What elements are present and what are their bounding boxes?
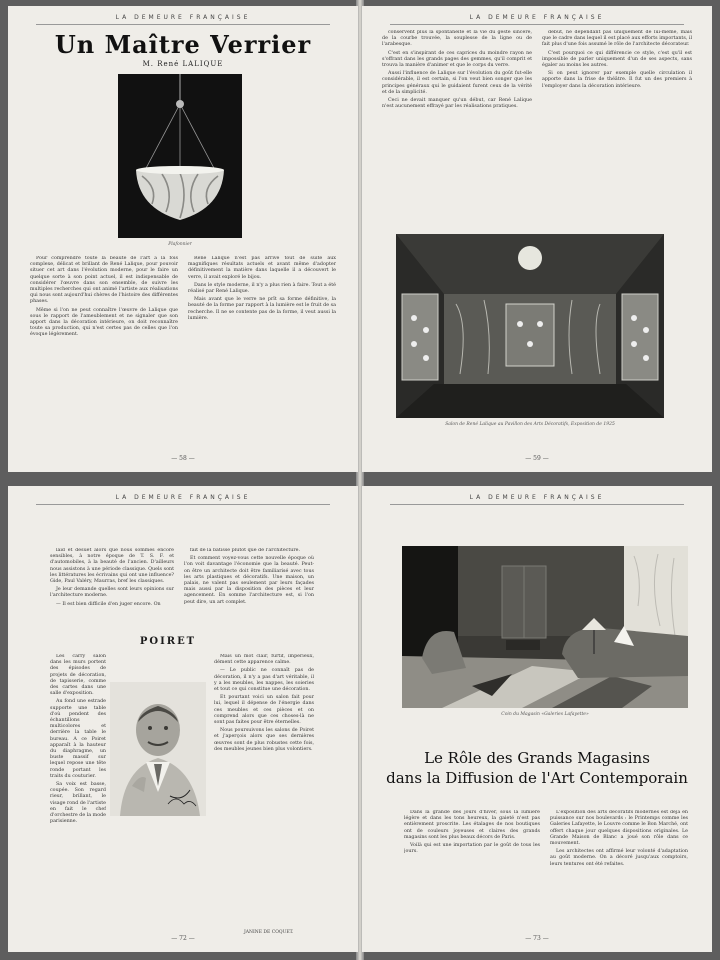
photo-caption: Salon de René Lalique au Pavillon des Arts Décoratifs, Exposition de 1925 [445,422,615,427]
text-column-3 [50,654,106,926]
paragraph: conservent plus la spontanéité et la vie du gesté sincère, de la courbe trouvée, la souplesse de la ligne ou de l'arabesque. [382,30,532,48]
paragraph: Même si l'on ne peut connaître l'œuvre de Lalique que sous le rapport de l'ameublement et ne signaler que son apport dans la décoration intérieure, on doit reconnaître toute sa production, qui n'est certes pas de celles que l'on évoque légèrement. [30,307,178,338]
page-73 [362,486,712,952]
paragraph: Les carry salon dans les murs portent des épisodes de projets de décoration, de tapisserie, comme des cartes dans une salle d'exposition. [50,654,106,697]
paragraph: laid et désuet alors que nous sommes encore sensibles, à notre époque de T. S. F. et d'automobiles, à la beauté de l'ancien. D'ailleurs nous assistons à une période classique. Quels sont les littératures les écrivains qui ont une influence? Gide, Paul Valéry, Maurras, bref les classiques. [50,548,174,585]
paragraph: Et pourtant voici un salon fait pour lui, lequel il dépense de l'énergie dans ces meubles et ces pièces et on comprend alors que ces choses-là ne sont pas faites pour être éternelles. [214,695,314,726]
section-title: POIRET [139,636,197,647]
article-subtitle: M. René LALIQUE [142,60,224,68]
running-head: LA DEMEURE FRANÇAISE [362,14,712,25]
poiret-portrait-photo [110,682,206,816]
text-column-4 [214,654,314,926]
paragraph: C'est pourquoi ce qui différencie ce style, c'est qu'il est impossible de parler uniquement d'un de ses aspects, sans égaler au moins les autres. [542,50,692,69]
page-72 [8,486,358,952]
paragraph: Dans le style moderne, il n'y a plus rien à faire. Tout a été réalisé par René Lalique. [188,282,336,295]
paragraph: Nous poursuivons les salons de Poiret et j'aperçois alors que ses dernières œuvres sont de plus robustes cette fois, des meubles jeunes bien plus volontiers. [214,728,314,752]
paragraph: Sa voix est basse, coupée. Son regard rieur, brillant, le visage rond de l'artiste en fait le chef d'orchestre de la mode parisienne. [50,782,106,825]
page-number: — 72 — [171,935,195,942]
article-title-line2: dans la Diffusion de l'Art Contemporain [386,769,688,787]
salon-photo [396,234,664,418]
text-column-2 [542,30,692,226]
paragraph: Mais un mot clair, furtif, impérieux, dément cette apparence calme. [214,654,314,666]
photo-caption: Plafonnier [168,242,192,247]
page-number: — 73 — [525,935,549,942]
photo-caption: Coin du Magasin «Galeries Lafayette» [501,712,589,717]
spread-bottom [0,480,720,960]
article-title: Un Maître Verrier [54,30,312,59]
paragraph: — Le public ne connaît pas de décoration, il n'y a pas d'art véritable, il y a les meubles, les nappes, les soieries et tout ce qui constitue une décoration. [214,668,314,693]
paragraph: début, ne dépendant pas uniquement de lui-même, mais que le cadre dans lequel il est placé aux efforts importants, il fait plus d'une fois assumé le rôle de l'architecte décorateur. [542,30,692,48]
paragraph: Mais avant que le verre ne prît sa forme définitive, la beauté de la forme par rapport à la lumière est le fruit de sa recherche. Il ne se contente pas de la forme, il veut aussi la lumière. [188,297,336,321]
paragraph: Je leur demande quelles sont leurs opinions sur l'architecture moderne. [50,587,174,599]
paragraph: Au fond une estrade supporte une table d'où pendent des échantillons multicolores et derrière la table le bureau. A ce Poiret apparaît à la hauteur du diaphragme, un buste massif sur lequel repose une tête ronde portant les traits du couturier. [50,699,106,779]
author-signature: JANINE DE COQUET. [244,930,294,935]
paragraph: L'exposition des arts décoratifs modernes est déjà en puissance sur nos boulevards : le Printemps comme les Galeries Lafayette, le Louvre comme le Bon Marché, ont offert chaque jour quelques dispositions originales. Le Grande Maison de Blanc a joué son rôle dans ce mouvement. [550,810,688,847]
department-store-interior-photo [402,546,688,708]
paragraph: Aussi l'influence de Lalique sur l'évolution du goût fut-elle considérable, il est certain, si l'on veut bien songer que les principes généraux qui le guidaient furent ceux de la vérité et de la simplicité. [382,71,532,95]
text-column-2 [184,548,314,644]
running-head: LA DEMEURE FRANÇAISE [8,14,358,25]
text-column-1 [382,30,532,226]
text-column-1 [50,548,174,644]
paragraph: René Lalique n'est pas arrivé tout de suite aux magnifiques résultats actuels et avant même d'adopter définitivement la matière dans laquelle il a découvert le verre, il avait exploré le bijou. [188,256,336,280]
paragraph: Et comment voyez-vous cette nouvelle époque où l'on voit davantage l'économie que la beauté. Peut-on être un architecte doit être familiarisé avec tous les arts plastiques et décoratifs. Une maison, un palais, ne valent pas seulement par leurs façades mais aussi par la disposition des pièces et leur agencement. En somme l'architecture est, si l'on peut dire, un art complet. [184,556,314,605]
paragraph: fait de la bâtisse plutôt que de l'architecture. [190,548,301,553]
text-column-1 [404,810,540,932]
paragraph: Pour comprendre toute la beauté de l'art à la fois complexe, délicat et brillant de René Lalique, pour pouvoir situer cet art dans l'évolution moderne, pour le faire un quelque sorte à son point actuel, il est indispensable de considérer l'œuvre dans son ensemble, de suivre les multiples recherches qui ont animé l'artiste aux réalisations qui nous sont aujourd'hui chères de l'histoire des différentes phases. [30,256,178,305]
paragraph: Les architectes ont affirmé leur volonté d'adaptation au goût moderne. On a décoré jusqu'aux comptoirs, leurs tentures ont été refaites. [550,849,688,867]
page-number: — 58 — [171,455,195,462]
running-head: LA DEMEURE FRANÇAISE [362,494,712,505]
chandelier-photo [118,74,242,238]
page-number: — 59 — [525,455,549,462]
running-head: LA DEMEURE FRANÇAISE [8,494,358,505]
page-58 [8,6,358,472]
paragraph: Voilà qui est une importation par le goût de tous les jours. [404,843,540,855]
paragraph: Si on peut ignorer par exemple quelle circulation il apporte dans la frise de théâtre. Il fut un des premiers à l'employer dans la décoration intérieure. [542,71,692,89]
paragraph: Dans la grande des jours d'hiver, sous la lumière légère et dans les tons heureux, la gaieté n'est pas entièrement proscrite. Les étalages de nos boutiques ont de couleurs joyeuses et claires des grands magasins sont les plus beaux décors de Paris. [404,810,540,840]
page-59 [362,6,712,472]
article-title-line1: Le Rôle des Grands Magasins [424,749,650,767]
paragraph: C'est en s'inspirant de ces caprices du moindre rayon ne s'offrant dans les grands pages des gemmes, qu'il comprit et trouva la manière d'animer et que le corps du verre. [382,50,532,69]
text-column-2 [550,810,688,932]
paragraph: — Il est bien difficile d'en juger encore. On [56,601,161,607]
text-column-2 [188,256,336,446]
paragraph: Ceci ne devait manquer qu'un début, car René Lalique n'est aucunement effrayé par les réalisations pratiques. [382,98,532,110]
text-column-1 [30,256,178,446]
